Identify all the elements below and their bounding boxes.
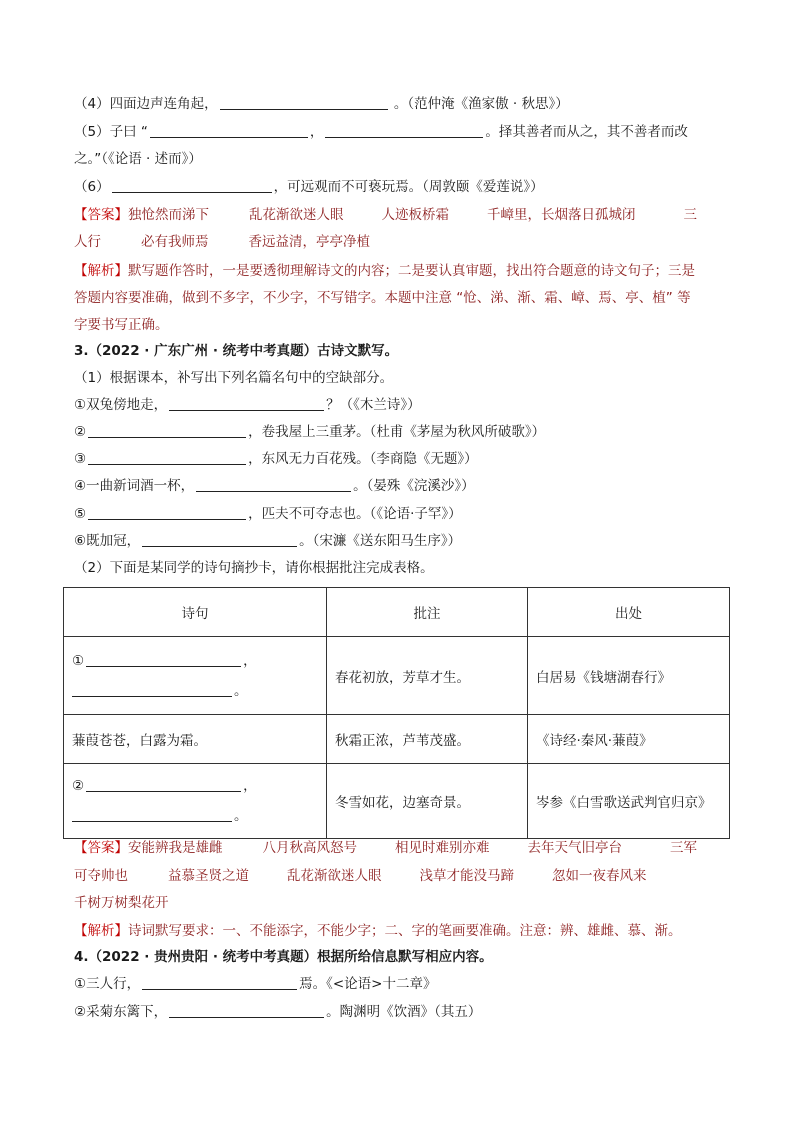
q3-answer-line-1 (74, 838, 697, 858)
poem-cell (64, 637, 327, 715)
item-text: ①三人行， (74, 976, 141, 992)
answer-part: 安能辨我是雄雌 (128, 840, 223, 856)
poem-cell: 蒹葭苍苍，白露为霜。 (64, 715, 327, 764)
item-text: ①双兔傍地走， (74, 397, 168, 413)
answer-tag: 【答案】 (74, 840, 128, 856)
answer-blank[interactable] (169, 1003, 324, 1018)
q4-heading: 4.（2022 · 贵州贵阳 · 统考中考真题）根据所给信息默写相应内容。 (74, 949, 493, 965)
q2-analysis-line-1 (74, 261, 695, 281)
source-cell: 白居易《钱塘湖春行》 (528, 637, 730, 715)
poem-card-table (63, 587, 730, 839)
item-text: ③ (74, 451, 87, 467)
item-text: ？（《木兰诗》） (326, 397, 421, 413)
answer-blank[interactable] (112, 178, 272, 193)
table-header: 诗句 (64, 588, 327, 637)
answer-part: 益慕圣贤之道 (168, 868, 249, 884)
answer-blank[interactable] (72, 682, 232, 697)
item-text: ，可远观而不可亵玩焉。（周敦颐《爱莲说》） (273, 179, 544, 195)
table-row (64, 637, 730, 715)
answer-blank[interactable] (88, 505, 246, 520)
q3-heading: 3.（2022 · 广东广州 · 统考中考真题）古诗文默写。 (74, 343, 399, 359)
answer-part: 三 (683, 207, 697, 223)
answer-part: 人迹板桥霜 (381, 207, 449, 223)
answer-part: 忽如一夜春风来 (552, 868, 647, 884)
answer-blank[interactable] (72, 807, 232, 822)
item-text: ， (309, 124, 324, 140)
answer-blank[interactable] (196, 477, 351, 492)
source-cell: 《诗经·秦风·蒹葭》 (528, 715, 730, 764)
answer-part: 可夺帅也 (74, 868, 128, 884)
punct: 。 (234, 808, 248, 824)
answer-tag: 【答案】 (74, 207, 128, 223)
answer-part: 浅草才能没马蹄 (419, 868, 514, 884)
punct: 。 (234, 682, 248, 699)
q3-sub1: （1）根据课本，补写出下列名篇名句中的空缺部分。 (74, 370, 394, 386)
item-text: 。（晏殊《浣溪沙》） (353, 478, 475, 494)
item-text: ，东风无力百花残。（李商隐《无题》） (248, 451, 478, 467)
q2-item-4 (74, 94, 569, 114)
item-text: （4）四面边声连角起， (74, 96, 218, 112)
item-marker: ① (72, 652, 85, 669)
item-text: ，匹夫不可夺志也。（《论语·子罕》） (248, 506, 462, 522)
answer-blank[interactable] (88, 423, 246, 438)
note-cell: 冬雪如花，边塞奇景。 (327, 764, 528, 839)
q3-analysis (74, 921, 682, 941)
item-text: 。陶渊明《饮酒》（其五） (326, 1004, 482, 1020)
answer-part: 三军 (670, 840, 697, 856)
q2-analysis-line-3: 字要书写正确。 (74, 317, 169, 333)
item-marker: ② (72, 778, 85, 794)
item-text: ⑥既加冠， (74, 533, 141, 549)
q2-answer-line-1 (74, 205, 697, 225)
table-row (64, 715, 730, 764)
answer-part: 去年天气旧亭台 (527, 840, 622, 856)
answer-blank[interactable] (88, 450, 246, 465)
answer-blank[interactable] (86, 777, 241, 792)
answer-part: 八月秋高风怒号 (262, 840, 357, 856)
answer-part: 乱花渐欲迷人眼 (249, 207, 344, 223)
answer-part: 千嶂里，长烟落日孤城闭 (487, 207, 636, 223)
item-text: ② (74, 424, 87, 440)
q2-item-6 (74, 177, 544, 197)
q2-answer-line-2 (74, 232, 370, 252)
answer-blank[interactable] (325, 123, 483, 138)
answer-blank[interactable] (86, 652, 241, 667)
note-cell: 春花初放，芳草才生。 (327, 637, 528, 715)
q3-item-6 (74, 531, 461, 551)
q3-item-3 (74, 449, 478, 469)
item-text: 焉。《<论语>十二章》 (299, 976, 437, 992)
item-text: ⑤ (74, 506, 87, 522)
analysis-text: 默写题作答时，一是要透彻理解诗文的内容；二是要认真审题，找出符合题意的诗文句子；三是 (128, 263, 695, 279)
table-header: 出处 (528, 588, 730, 637)
answer-part: 相见时难别亦难 (395, 840, 490, 856)
punct: ， (243, 778, 257, 794)
item-text: ②采菊东篱下， (74, 1004, 168, 1020)
poem-cell (64, 764, 327, 839)
q3-item-5 (74, 504, 462, 524)
q3-item-1 (74, 395, 421, 415)
q3-answer-line-2 (74, 866, 647, 886)
answer-blank[interactable] (142, 975, 297, 990)
q2-analysis-line-2: 答题内容要准确，做到不多字，不少字，不写错字。本题中注意 “怆、涕、渐、霜、嶂、焉、亭、植” 等 (74, 290, 691, 306)
item-text: ④一曲新词酒一杯， (74, 478, 195, 494)
punct: ， (243, 652, 257, 669)
analysis-text: 诗词默写要求：一、不能添字，不能少字；二、字的笔画要准确。注意：辨、雄雌、慕、渐。 (128, 923, 682, 939)
item-text: （5）子曰 “ (74, 124, 148, 140)
table-header: 批注 (327, 588, 528, 637)
answer-part: 乱花渐欲迷人眼 (287, 868, 382, 884)
q3-answer-line-3: 千树万树梨花开 (74, 895, 169, 911)
table-header-row (64, 588, 730, 637)
note-cell: 秋霜正浓，芦苇茂盛。 (327, 715, 528, 764)
answer-blank[interactable] (150, 123, 308, 138)
q3-sub2: （2）下面是某同学的诗句摘抄卡，请你根据批注完成表格。 (74, 560, 434, 576)
analysis-tag: 【解析】 (74, 263, 128, 279)
item-text: 。（范仲淹《渔家傲 · 秋思》） (389, 96, 569, 112)
item-text: 。（宋濂《送东阳马生序》） (299, 533, 462, 549)
item-text: 。择其善者而从之，其不善者而改 (485, 124, 688, 140)
answer-blank[interactable] (220, 95, 388, 110)
answer-blank[interactable] (142, 532, 297, 547)
q4-item-2 (74, 1002, 481, 1022)
answer-part: 必有我师焉 (141, 234, 209, 250)
q4-item-1 (74, 974, 436, 994)
q3-item-4 (74, 476, 475, 496)
answer-part: 人行 (74, 234, 101, 250)
answer-part: 香远益清，亭亭净植 (248, 234, 370, 250)
item-text: ，卷我屋上三重茅。（杜甫《茅屋为秋风所破歌》） (248, 424, 546, 440)
item-text: （6） (74, 179, 110, 195)
answer-blank[interactable] (169, 396, 324, 411)
analysis-tag: 【解析】 (74, 923, 128, 939)
q2-item-5-cont: 之。”（《论语 · 述而》） (74, 151, 202, 167)
source-cell: 岑参《白雪歌送武判官归京》 (528, 764, 730, 839)
answer-part: 独怆然而涕下 (128, 207, 209, 223)
q3-item-2 (74, 422, 545, 442)
table-row (64, 764, 730, 839)
q2-item-5 (74, 122, 688, 142)
